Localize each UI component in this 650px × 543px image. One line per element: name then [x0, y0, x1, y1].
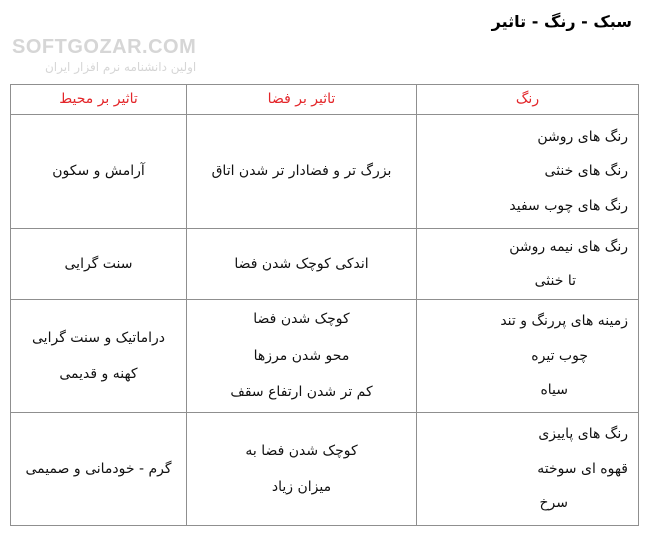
page-title: سبک - رنگ - تاثیر [491, 12, 632, 31]
space-effect-cell [187, 229, 417, 300]
cell-line: رنگ های نیمه روشن [509, 238, 628, 255]
watermark-main: SOFTGOZAR.COM [12, 36, 197, 58]
cell-line: کم تر شدن ارتفاع سقف [230, 384, 373, 401]
environment-effect-cell [11, 413, 187, 526]
color-cell [417, 229, 639, 300]
cell-line: محو شدن مرزها [253, 347, 350, 364]
header-environment-effect: تاثیر بر محیط [11, 85, 187, 115]
environment-effect-cell [11, 229, 187, 300]
cell-line: آرامش و سکون [52, 163, 145, 180]
cell-line: چوب تیره [531, 347, 588, 364]
cell-line: اندکی کوچک شدن فضا [234, 255, 369, 272]
cell-line: رنگ های خنثی [544, 163, 628, 180]
header-space-effect: تاثیر بر فضا [187, 85, 417, 115]
cell-line: بزرگ تر و فضادار تر شدن اتاق [211, 163, 392, 180]
color-cell [417, 413, 639, 526]
cell-line: تا خنثی [534, 273, 576, 289]
environment-effect-cell [11, 115, 187, 229]
table-row [11, 413, 639, 526]
cell-line: رنگ های چوب سفید [509, 197, 628, 214]
style-color-effect-table [10, 84, 639, 526]
space-effect-cell [187, 115, 417, 229]
color-cell [417, 115, 639, 229]
space-effect-cell [187, 300, 417, 413]
header-color: رنگ [417, 85, 639, 115]
cell-line: سنت گرایی [64, 255, 133, 272]
space-effect-cell [187, 413, 417, 526]
cell-line: زمینه های پررنگ و تند [500, 313, 628, 330]
watermark-sub: اولین دانشنامه نرم افزار ایران [44, 60, 197, 74]
environment-effect-cell [11, 300, 187, 413]
table-row [11, 115, 639, 229]
cell-line: رنگ های روشن [537, 128, 628, 145]
cell-line: دراماتیک و سنت گرایی [32, 329, 165, 346]
cell-line: سیاه [540, 382, 568, 399]
cell-line: کهنه و قدیمی [59, 366, 138, 382]
cell-line: میزان زیاد [271, 479, 332, 495]
table-row [11, 300, 639, 413]
cell-line: قهوه ای سوخته [537, 460, 628, 477]
cell-line: سرخ [539, 495, 568, 512]
table-header-row [11, 85, 639, 115]
color-cell [417, 300, 639, 413]
cell-line: کوچک شدن فضا به [245, 442, 358, 459]
cell-line: رنگ های پاییزی [538, 426, 628, 443]
table-row [11, 229, 639, 300]
cell-line: گرم - خودمانی و صمیمی [25, 460, 172, 477]
cell-line: کوچک شدن فضا [253, 311, 350, 328]
watermark [12, 36, 196, 74]
